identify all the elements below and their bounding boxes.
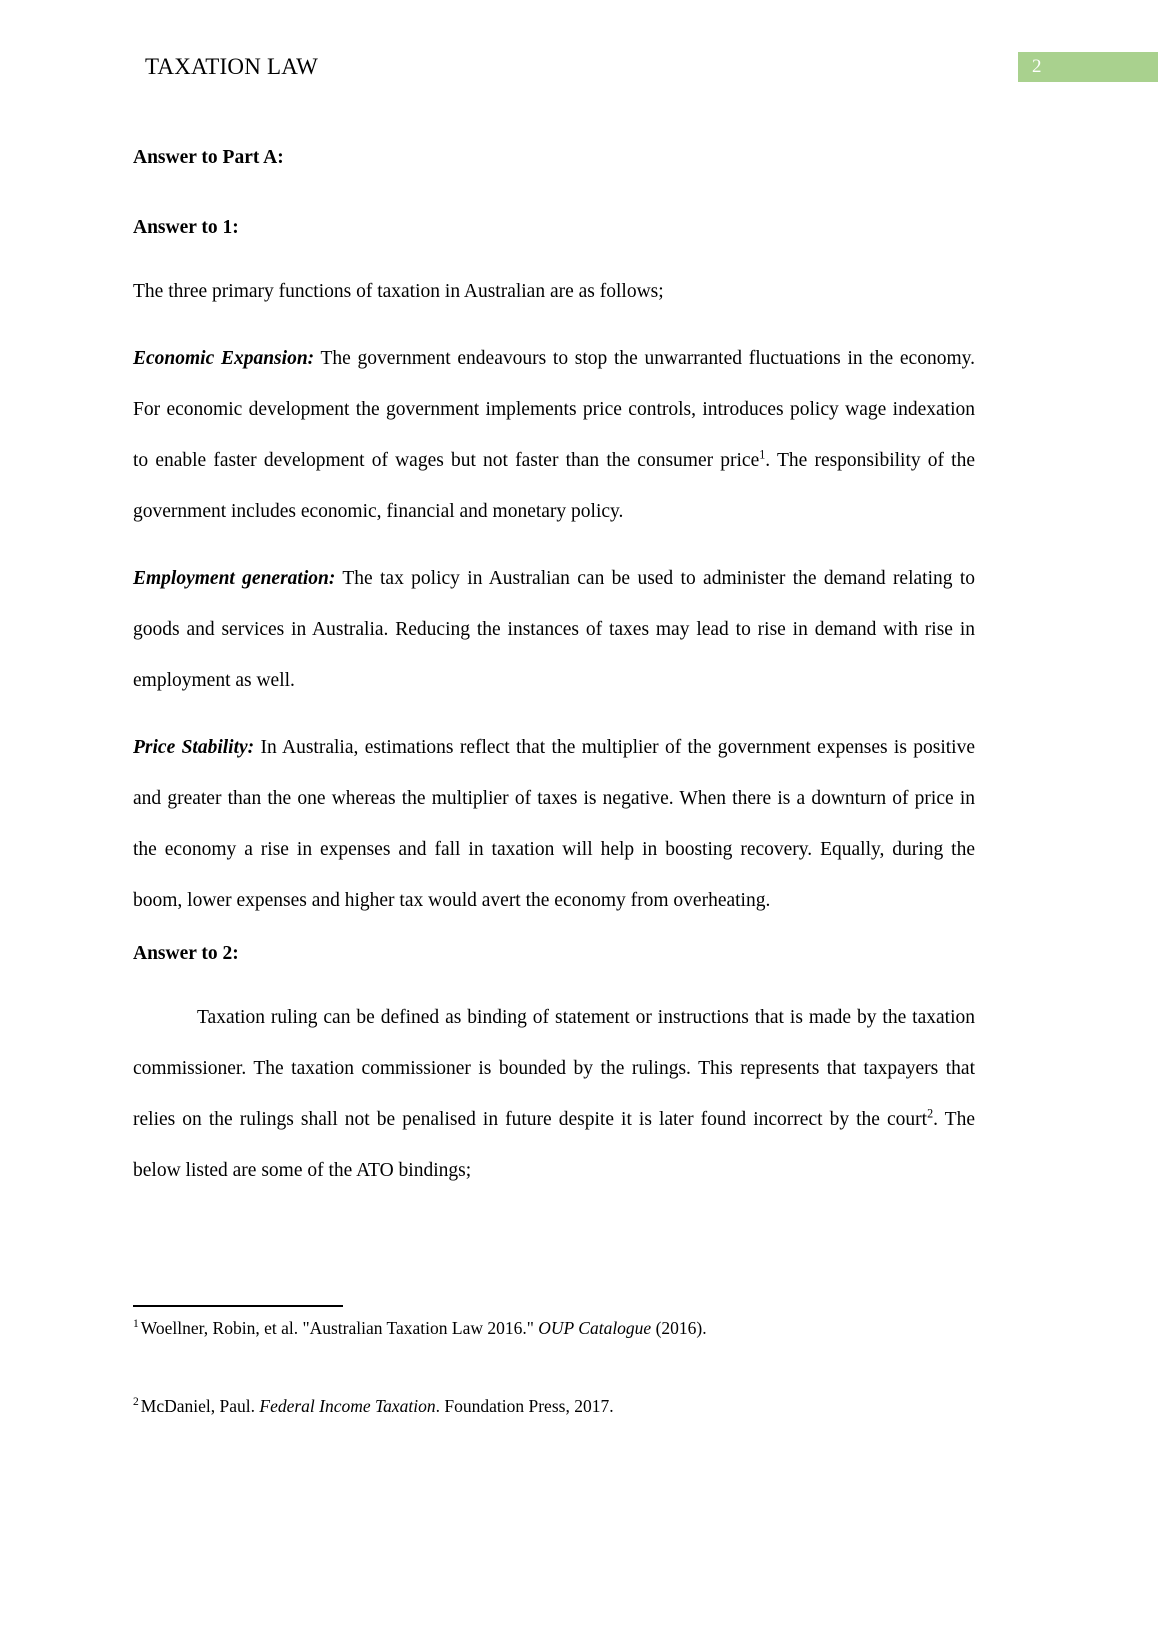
- footnote-separator: [133, 1305, 343, 1307]
- footnote-ref-2[interactable]: 2: [927, 1106, 934, 1121]
- footnote-2-text-a: McDaniel, Paul.: [140, 1396, 260, 1416]
- footnote-ref-1[interactable]: 1: [759, 447, 766, 462]
- paragraph-employment-generation: [133, 553, 975, 706]
- text-answer2-a: Taxation ruling can be defined as binding of statement or instructions that is made by the taxation commissioner. The taxation commissioner is bounded by the rulings. This represents that taxpayers that relies on the rulings shall not be penalised in future despite it is later found incorrect by the court: [133, 1007, 975, 1130]
- document-body: [133, 146, 975, 1196]
- text-economic-expansion-b: . The responsibility of the government includes economic, financial and monetary policy.: [133, 450, 975, 522]
- footnote-2-mark: 2: [133, 1396, 139, 1409]
- lead-employment-generation: Employment generation:: [133, 568, 336, 589]
- heading-answer-1: Answer to 1:: [133, 217, 239, 238]
- lead-economic-expansion: Economic Expansion:: [133, 348, 315, 369]
- footnote-1: [133, 1315, 975, 1341]
- heading-part-a: Answer to Part A:: [133, 147, 284, 168]
- text-employment-generation: The tax policy in Australian can be used to administer the demand relating to goods and services in Australia. Reducing the instances of taxes may lead to rise in demand with rise in employment as well.: [133, 568, 976, 691]
- paragraph-price-stability: [133, 722, 975, 926]
- header-title: TAXATION LAW: [145, 54, 319, 79]
- footnote-1-mark: 1: [133, 1318, 139, 1331]
- text-price-stability: In Australia, estimations reflect that the multiplier of the government expenses is positive and greater than the one whereas the multiplier of taxes is negative. When there is a downturn of price in the economy a rise in expenses and fall in taxation will help in boosting recovery. Equally, during the boom, lower expenses and higher tax would avert the economy from overheating.: [133, 737, 975, 911]
- page-number: 2: [1032, 56, 1042, 77]
- page-number-badge: [1018, 52, 1158, 82]
- footnote-1-title: OUP Catalogue: [538, 1318, 652, 1338]
- text-economic-expansion-a: The government endeavours to stop the unwarranted fluctuations in the economy. For economic development the government implements price controls, introduces policy wage indexation to enable faster development of wages but not faster than the consumer price: [133, 348, 975, 471]
- paragraph-answer2: [133, 992, 975, 1196]
- footnote-2: [133, 1393, 975, 1419]
- footnote-area: [133, 1305, 975, 1419]
- paragraph-economic-expansion: [133, 333, 975, 537]
- page-header: [0, 0, 1158, 110]
- footnote-2-title: Federal Income Taxation: [259, 1396, 436, 1416]
- footnote-2-text-b: . Foundation Press, 2017.: [435, 1396, 614, 1416]
- footnote-1-text-a: Woellner, Robin, et al. "Australian Taxation Law 2016.": [140, 1318, 539, 1338]
- footnote-1-text-b: (2016).: [651, 1318, 707, 1338]
- heading-answer-2: Answer to 2:: [133, 943, 239, 964]
- text-answer2-b: . The below listed are some of the ATO bindings;: [133, 1109, 976, 1181]
- lead-price-stability: Price Stability:: [133, 737, 255, 758]
- paragraph-answer1-intro: The three primary functions of taxation in Australian are as follows;: [133, 281, 664, 302]
